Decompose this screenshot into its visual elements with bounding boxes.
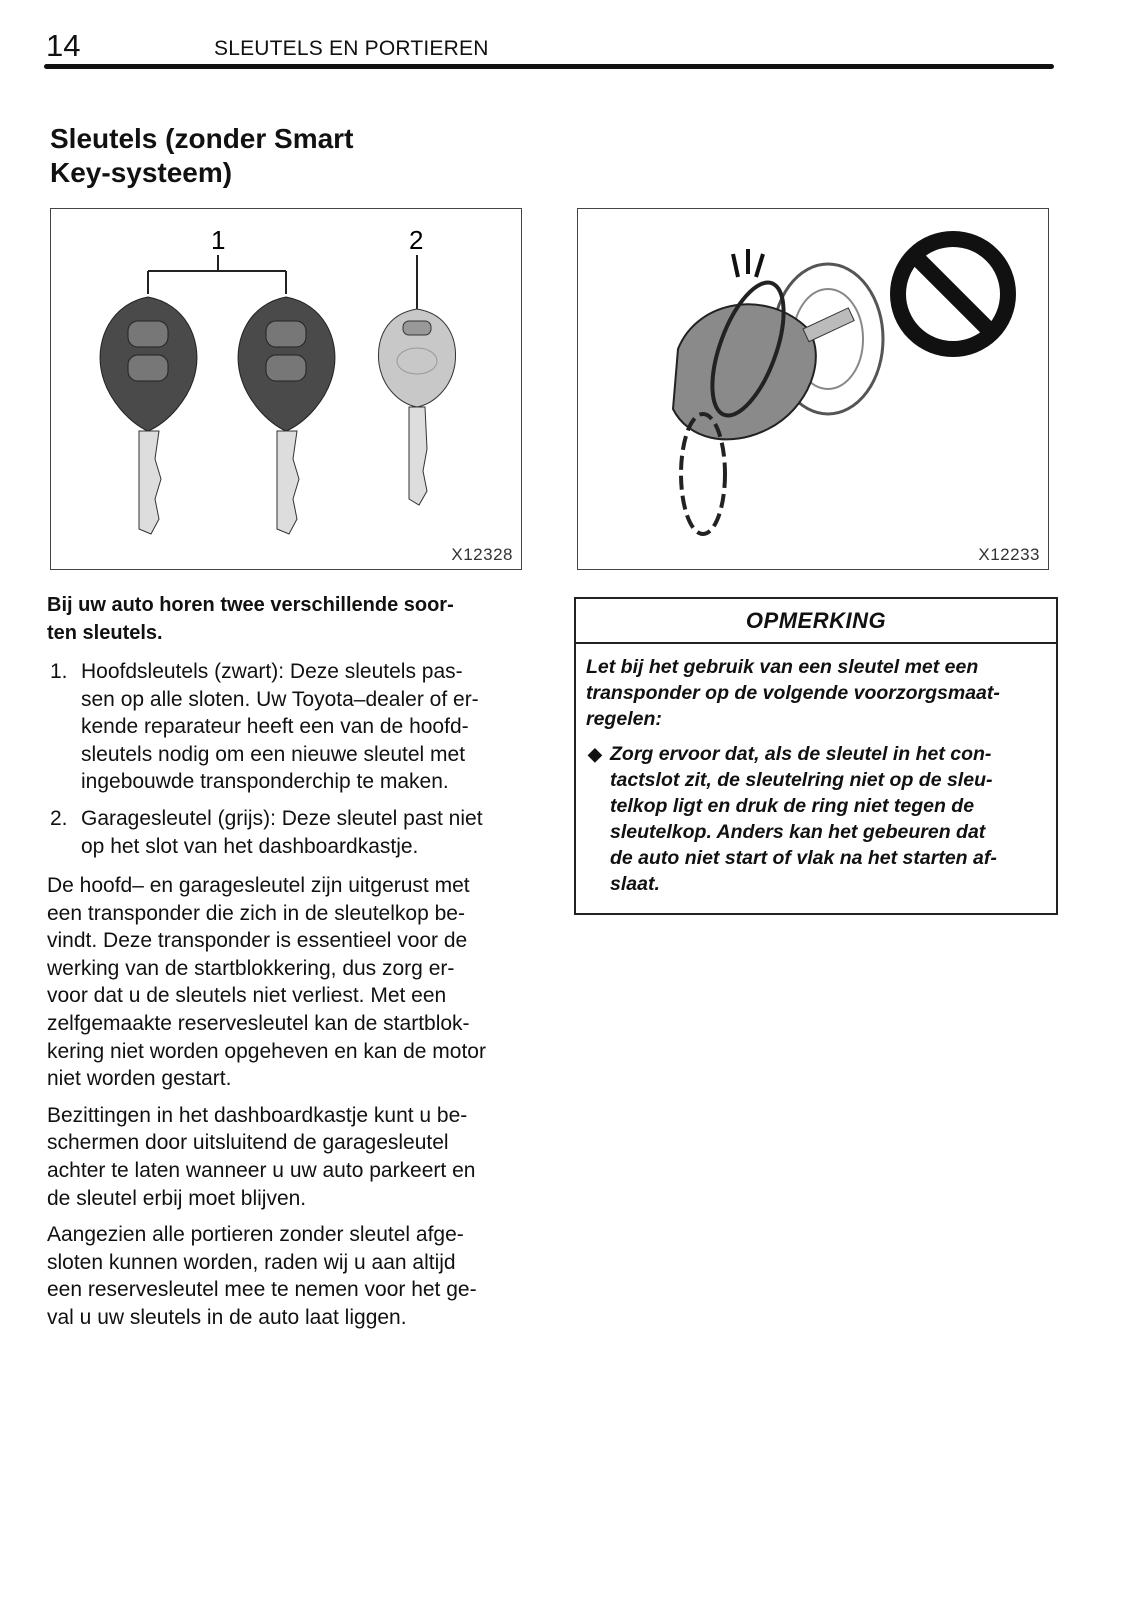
text-line: sleutels nodig om een nieuwe sleutel met — [81, 742, 466, 766]
header-rule — [44, 64, 1054, 69]
page-number: 14 — [46, 28, 81, 63]
text-line: een transponder die zich in de sleutelkop be- — [47, 901, 465, 925]
note-box — [574, 597, 1058, 915]
figure-code: X12233 — [978, 545, 1040, 564]
list-item — [47, 805, 527, 860]
list-item — [47, 658, 527, 796]
text-line: Zorg ervoor dat, als de sleutel in het con- — [610, 743, 992, 765]
label-2: 2 — [409, 225, 424, 255]
paragraph — [47, 1221, 527, 1331]
text-line: Aangezien alle portieren zonder sleutel afge- — [47, 1223, 464, 1247]
key-type-list — [47, 658, 527, 869]
text-line: val u uw sleutels in de auto laat liggen. — [47, 1305, 407, 1329]
keys-illustration — [50, 208, 522, 570]
text-line: De hoofd– en garagesleutel zijn uitgerust met — [47, 874, 470, 897]
text-line: zelfgemaakte reservesleutel kan de startblok- — [47, 1011, 470, 1035]
title-line: Sleutels (zonder Smart — [50, 123, 354, 154]
title-line: Key-systeem) — [50, 157, 233, 188]
label-1: 1 — [211, 225, 226, 255]
text-line: Bezittingen in het dashboardkastje kunt u be- — [47, 1103, 468, 1127]
paragraph — [47, 1102, 527, 1212]
master-key-1 — [100, 297, 197, 534]
body-paragraphs — [47, 872, 527, 1341]
garage-key — [378, 309, 455, 505]
text-line: ten sleutels. — [47, 621, 163, 644]
text-line: Garagesleutel (grijs): Deze sleutel past niet — [81, 806, 483, 830]
paragraph — [47, 872, 527, 1093]
text-line: Bij uw auto horen twee verschillende soor- — [47, 594, 454, 616]
note-heading: OPMERKING — [576, 599, 1056, 644]
text-line: Let bij het gebruik van een sleutel met een — [586, 656, 979, 678]
note-intro — [586, 654, 1056, 732]
intro-paragraph — [47, 592, 527, 647]
text-line: regelen: — [586, 708, 662, 730]
keys-drawing — [51, 209, 521, 569]
prohibited-icon — [898, 239, 1008, 349]
note-bullet-text — [610, 741, 1056, 897]
text-line: voor dat u de sleutels niet verliest. Met een — [47, 984, 447, 1008]
text-line: de auto niet start of vlak na het starten af- — [610, 847, 997, 869]
text-line: Hoofdsleutels (zwart): Deze sleutels pas- — [81, 660, 463, 683]
list-number: 2. — [50, 806, 68, 830]
text-line: sen op alle sloten. Uw Toyota–dealer of er- — [81, 687, 479, 711]
diamond-bullet-icon: ◆ — [588, 744, 602, 764]
text-line: op het slot van het dashboardkastje. — [81, 834, 419, 858]
text-line: sleutelkop. Anders kan het gebeuren dat — [610, 821, 986, 843]
text-line: de sleutel erbij moet blijven. — [47, 1186, 307, 1210]
text-line: kering niet worden opgeheven en kan de motor — [47, 1039, 486, 1063]
figure-code: X12328 — [451, 545, 513, 564]
text-line: slaat. — [610, 873, 660, 895]
text-line: niet worden gestart. — [47, 1067, 232, 1091]
text-line: telkop ligt en druk de ring niet tegen de — [610, 795, 975, 817]
text-line: tactslot zit, de sleutelring niet op de sleu- — [610, 769, 993, 791]
key-ring-drawing — [578, 209, 1048, 569]
text-line: een reservesleutel mee te nemen voor het ge- — [47, 1278, 477, 1302]
running-header: SLEUTELS EN PORTIEREN — [214, 37, 489, 60]
text-line: werking van de startblokkering, dus zorg er- — [47, 956, 455, 980]
list-number: 1. — [50, 660, 68, 683]
text-line: vindt. Deze transponder is essentieel voor de — [47, 929, 468, 953]
text-line: schermen door uitsluitend de garagesleutel — [47, 1131, 449, 1155]
note-bullet-item — [586, 741, 1056, 897]
text-line: sloten kunnen worden, raden wij u aan altijd — [47, 1250, 456, 1274]
text-line: transponder op de volgende voorzorgsmaat- — [586, 682, 1000, 704]
section-title — [50, 122, 353, 190]
text-line: kende reparateur heeft een van de hoofd- — [81, 715, 469, 739]
note-body — [576, 644, 1056, 897]
key-ring-warning-illustration — [577, 208, 1049, 570]
text-line: achter te laten wanneer u uw auto parkeert en — [47, 1158, 476, 1182]
master-key-2 — [238, 297, 335, 534]
text-line: ingebouwde transponderchip te maken. — [81, 770, 449, 794]
